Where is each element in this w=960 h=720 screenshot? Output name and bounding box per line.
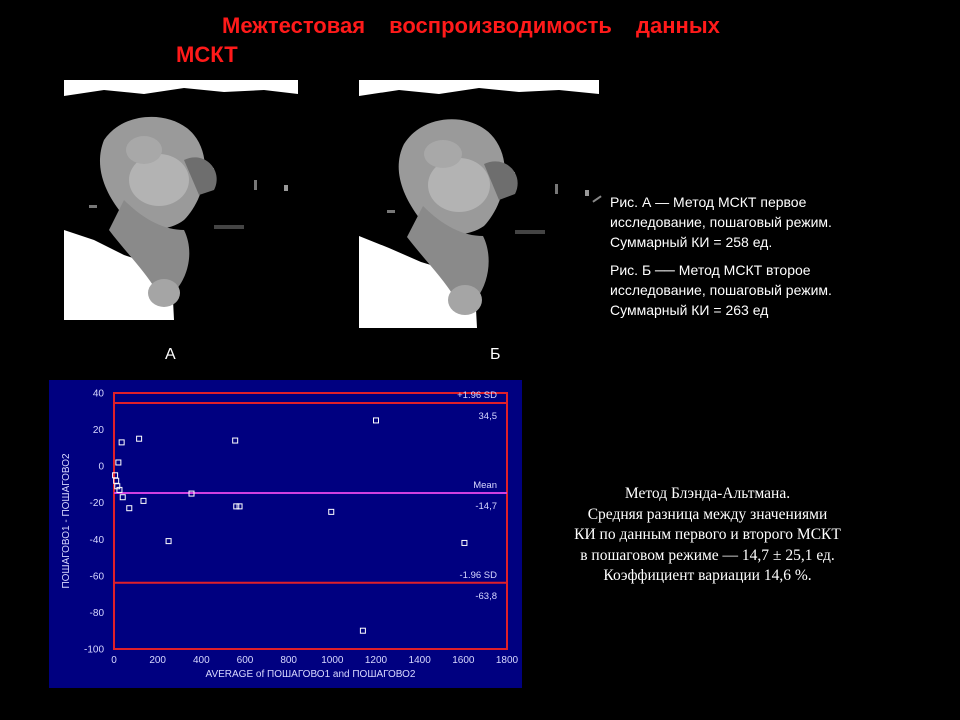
y-tick-label: -20 bbox=[89, 498, 104, 510]
y-tick-label: -40 bbox=[89, 534, 104, 546]
summary-line: Коэффициент вариации 14,6 %. bbox=[603, 567, 812, 584]
x-axis-title: AVERAGE of ПОШАГОВО1 and ПОШАГОВО2 bbox=[205, 669, 416, 680]
summary-line: в пошаговом режиме — 14,7 ± 25,1 ед. bbox=[580, 546, 835, 564]
caption-a-line: Суммарный КИ = 258 ед. bbox=[610, 234, 773, 250]
y-axis-title: ПОШАГОВО1 - ПОШАГОВО2 bbox=[61, 453, 72, 589]
data-point bbox=[166, 539, 171, 544]
x-tick-label: 1400 bbox=[408, 655, 431, 666]
data-point bbox=[116, 460, 121, 465]
summary-line: КИ по данным первого и второго МСКТ bbox=[574, 526, 841, 543]
data-point bbox=[237, 504, 242, 509]
image-label-b: Б bbox=[490, 346, 501, 363]
x-tick-label: 800 bbox=[280, 655, 298, 666]
ct-image-a bbox=[64, 80, 298, 320]
bland-altman-chart bbox=[49, 380, 522, 688]
y-tick-label: 20 bbox=[92, 425, 104, 437]
data-point bbox=[120, 495, 125, 500]
image-label-a: А bbox=[165, 346, 176, 363]
data-point bbox=[374, 418, 379, 423]
caption-b-line: Рис. Б ── Метод МСКТ второе bbox=[610, 262, 811, 278]
y-tick-label: -80 bbox=[89, 607, 104, 619]
x-tick-label: 600 bbox=[236, 655, 254, 666]
data-point bbox=[119, 440, 124, 445]
x-tick-label: 1800 bbox=[495, 655, 519, 666]
line-value-label: 34,5 bbox=[478, 411, 497, 423]
line-name-label: -1.96 SD bbox=[459, 569, 497, 581]
slide-title-line1: Межтестовая воспроизводимость данных bbox=[222, 13, 720, 38]
y-tick-label: 40 bbox=[92, 388, 104, 400]
x-tick-label: 1200 bbox=[364, 655, 388, 666]
method-summary bbox=[540, 484, 875, 587]
x-tick-label: 1600 bbox=[452, 655, 475, 666]
caption-b bbox=[610, 260, 832, 320]
y-tick-label: 0 bbox=[98, 461, 104, 473]
line-name-label: Mean bbox=[473, 480, 497, 492]
slide-title-line2: МСКТ bbox=[176, 42, 238, 67]
caption-b-line: Суммарный КИ = 263 ед bbox=[610, 302, 769, 318]
line-name-label: +1.96 SD bbox=[457, 390, 497, 402]
summary-line: Средняя разница между значениями bbox=[587, 505, 828, 523]
data-point bbox=[234, 504, 239, 509]
x-tick-label: 0 bbox=[111, 655, 117, 666]
x-tick-label: 200 bbox=[149, 655, 167, 666]
caption-a-line: исследование, пошаговый режим. bbox=[610, 214, 832, 230]
data-point bbox=[462, 540, 467, 545]
data-point bbox=[127, 506, 132, 511]
data-point bbox=[137, 436, 142, 441]
line-value-label: -14,7 bbox=[475, 501, 497, 513]
caption-a bbox=[610, 192, 832, 252]
summary-line: Метод Блэнда-Альтмана. bbox=[624, 485, 791, 502]
data-point bbox=[329, 509, 334, 514]
x-tick-label: 400 bbox=[192, 655, 210, 666]
caption-b-line: исследование, пошаговый режим. bbox=[610, 282, 832, 298]
ct-image-b bbox=[359, 80, 599, 328]
data-point bbox=[360, 628, 365, 633]
y-tick-label: -60 bbox=[89, 571, 104, 583]
data-point bbox=[233, 438, 238, 443]
line-value-label: -63,8 bbox=[475, 590, 497, 602]
caption-a-line: Рис. А — Метод МСКТ первое bbox=[610, 194, 807, 210]
data-point bbox=[141, 498, 146, 503]
y-tick-label: -100 bbox=[83, 644, 104, 656]
x-tick-label: 1000 bbox=[321, 655, 344, 666]
plot-frame bbox=[114, 393, 507, 649]
bland-altman-plot bbox=[49, 380, 522, 688]
